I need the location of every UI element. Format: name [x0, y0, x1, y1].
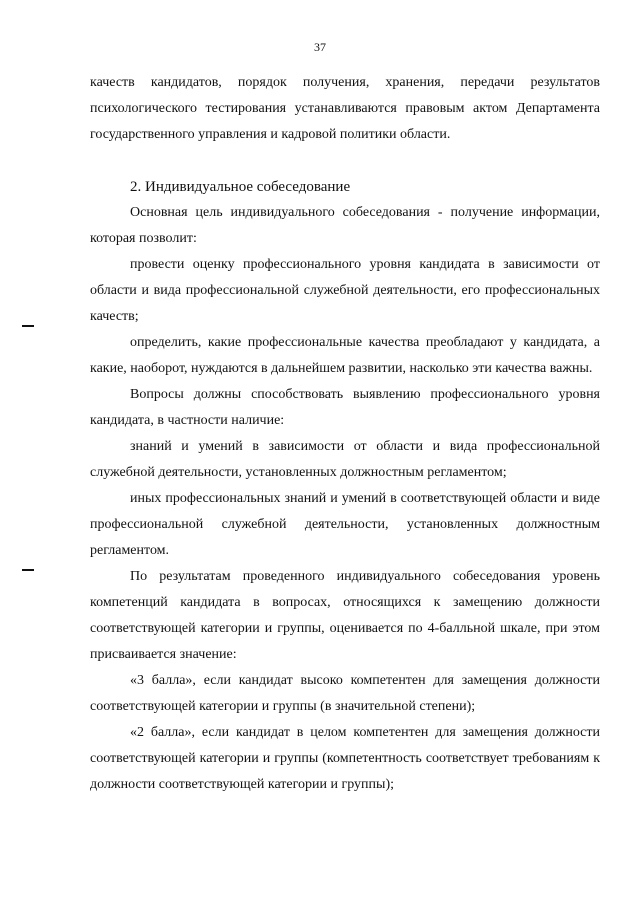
paragraph-results: По результатам проведенного индивидуального собеседования уровень компетенций кандидата в вопросах, относящихся к замещению должности соответствующей категории и группы, оценивается по 4-балльной шкале, при этом присваивается значение: [90, 569, 600, 662]
list-item-assess: провести оценку профессионального уровня кандидата в зависимости от области и вида профессиональной служебной деятельности, его профессиональных качеств; [90, 257, 600, 324]
list-item-knowledge: знаний и умений в зависимости от области и вида профессиональной служебной деятельности, установленных должностным регламентом; [90, 439, 600, 480]
section-heading: 2. Индивидуальное собеседование [130, 179, 351, 195]
page-number: 37 [314, 40, 326, 54]
margin-mark [22, 325, 34, 327]
paragraph-continuation: качеств кандидатов, порядок получения, хранения, передачи результатов психологического тестирования устанавливаются правовым актом Департамента государственного управления и кадровой политики области. [90, 75, 600, 142]
list-item-determine: определить, какие профессиональные качества преобладают у кандидата, а какие, наоборот, нуждаются в дальнейшем развитии, насколько эти качества важны. [90, 335, 600, 376]
score-item-3: «3 балла», если кандидат высоко компетентен для замещения должности соответствующей категории и группы (в значительной степени); [90, 673, 600, 714]
margin-mark [22, 569, 34, 571]
document-body [90, 70, 600, 798]
list-item-other-knowledge: иных профессиональных знаний и умений в соответствующей области и виде профессиональной служебной деятельности, установленных должностным регламентом. [90, 491, 600, 558]
score-item-2: «2 балла», если кандидат в целом компетентен для замещения должности соответствующей категории и группы (компетентность соответствует требованиям к должности соответствующей категории и группы); [90, 725, 600, 792]
paragraph-goal: Основная цель индивидуального собеседования - получение информации, которая позволит: [90, 205, 600, 246]
paragraph-questions: Вопросы должны способствовать выявлению профессионального уровня кандидата, в частности наличие: [90, 387, 600, 428]
